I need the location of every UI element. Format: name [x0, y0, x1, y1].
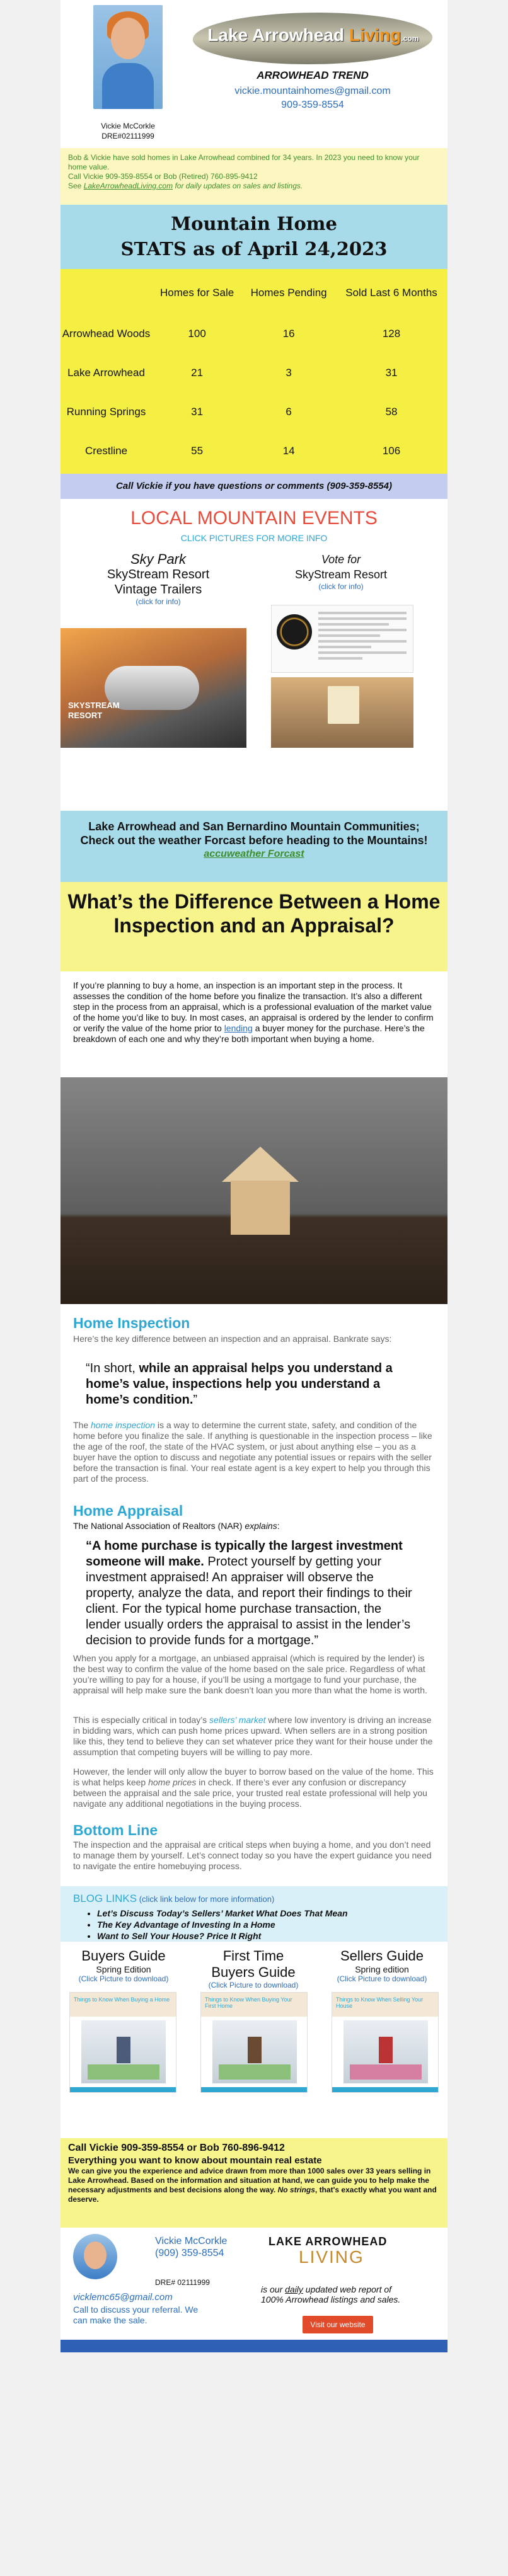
- table-row: Crestline 55 14 106: [84, 445, 401, 457]
- table-row: Arrowhead Woods 100 16 128: [62, 328, 401, 340]
- local-events: [61, 499, 447, 811]
- lending-link[interactable]: lending: [224, 1023, 253, 1033]
- wooden-house-image: [61, 1077, 447, 1304]
- skystream-trailer-image[interactable]: SKYSTREAM RESORT: [61, 628, 246, 748]
- sellers-guide: Sellers Guide Spring edition (Click Picture to download): [325, 1948, 439, 1983]
- blog-heading: BLOG LINKS: [73, 1892, 137, 1904]
- call-text: We can give you the experience and advice drawn from more than 1000 sales over 33 years selling in Lake Arrowhead. Based on the information and situation at hand, we can guide you to help make the necessary adjustments and best decisions along the way. No strings, that's exactly what you want and deserve.: [68, 2167, 437, 2204]
- blog-link-1[interactable]: • Let’s Discuss Today’s Sellers’ Market What Does That Mean: [97, 1908, 348, 1919]
- home-inspection-heading: Home Inspection: [73, 1315, 190, 1331]
- footer-phone-link[interactable]: (909) 359-8554: [155, 2248, 224, 2258]
- intro-line-1: Bob & Vickie have sold homes in Lake Arrowhead combined for 34 years. In 2023 you need to know your home value.: [68, 153, 420, 171]
- footer-agent-photo: [73, 2234, 117, 2279]
- inspection-quote: “In short, while an appraisal helps you understand a home’s value, inspections help you understand a home’s condition.”: [86, 1361, 393, 1407]
- appraisal-paragraph-3: However, the lender will only allow the buyer to borrow based on the value of the home. This is what helps keep home prices in check. If there’s ever any confusion or discrepancy between the appraisal and the sale price, your trusted real estate professional will help you navigate any additional negotiations in the buying process.: [73, 1766, 434, 1809]
- footer-name: Vickie McCorkle: [155, 2236, 228, 2247]
- article: [61, 971, 447, 2138]
- table-row: Lake Arrowhead 21 3 31: [67, 367, 398, 379]
- footer-report-text: is our daily updated web report of 100% Arrowhead listings and sales.: [261, 2284, 401, 2304]
- stats-table-box: [61, 269, 447, 474]
- first-time-buyers-guide: First Time Buyers Guide (Click Picture to download): [197, 1948, 310, 1989]
- col-homes-pending: Homes Pending: [250, 287, 327, 299]
- blog-link-3[interactable]: • Want to Sell Your House? Price It Right: [97, 1930, 348, 1942]
- call-subhead: Everything you want to know about mountain real estate: [68, 2155, 322, 2166]
- home-inspection-link[interactable]: home inspection: [91, 1420, 155, 1430]
- buyers-guide-cover[interactable]: Things to Know When Buying a Home: [69, 1992, 176, 2093]
- sellers-market-link[interactable]: sellers’ market: [209, 1715, 266, 1725]
- bottom-line-heading: Bottom Line: [73, 1822, 158, 1838]
- footer-email-link[interactable]: vicklemc65@gmail.com: [73, 2292, 173, 2303]
- event-vote-info-link[interactable]: (click for info): [318, 582, 364, 591]
- col-homes-for-sale: Homes for Sale: [160, 287, 234, 299]
- guides: [61, 1942, 447, 2138]
- blog-link-2[interactable]: • The Key Advantage of Investing In a Home: [97, 1919, 348, 1930]
- col-sold-last-6: Sold Last 6 Months: [345, 287, 437, 299]
- logo-accent: Living: [349, 25, 401, 45]
- footer: [61, 2228, 447, 2340]
- inspection-intro: Here’s the key difference between an inspection and an appraisal. Bankrate says:: [73, 1334, 392, 1344]
- agent-name: Vickie McCorkle: [101, 122, 155, 130]
- event-skypark: Sky Park SkyStream Resort Vintage Trailers (click for info): [73, 552, 243, 606]
- first-time-guide-download[interactable]: (Click Picture to download): [208, 1981, 299, 1989]
- first-time-guide-cover[interactable]: Things to Know When Buying Your First Home: [200, 1992, 308, 2093]
- appraisal-paragraph-2: This is especially critical in today’s sellers’ market where low inventory is driving an increase in bidding wars, which can push home prices upward. When sellers are in a strong position like this, they tend to believe they can set whatever price they want for their house under the assumption that competing buyers will be willing to pay more.: [73, 1715, 433, 1757]
- table-row: Running Springs 31 6 58: [66, 406, 398, 418]
- award-badge-icon: [277, 614, 312, 650]
- header: [61, 0, 447, 148]
- intro-line-3: See LakeArrowheadLiving.com for daily updates on sales and listings.: [68, 181, 303, 190]
- buyers-guide: Buyers Guide Spring Edition (Click Picture to download): [67, 1948, 180, 1983]
- vote-skystream-image[interactable]: [271, 605, 413, 673]
- intro-box: [61, 148, 447, 205]
- home-appraisal-heading: Home Appraisal: [73, 1503, 183, 1519]
- footer-dre: DRE# 02111999: [155, 2278, 210, 2287]
- buyers-guide-download[interactable]: (Click Picture to download): [78, 1974, 169, 1983]
- footer-contact: [155, 2235, 227, 2259]
- article-title: What’s the Difference Between a Home Inspection and an Appraisal?: [61, 882, 447, 971]
- sellers-guide-download[interactable]: (Click Picture to download): [337, 1974, 427, 1983]
- agent-photo: [93, 5, 163, 109]
- blog-hint: (click link below for more information): [137, 1894, 275, 1904]
- agent-caption: [93, 121, 163, 141]
- visit-website-button[interactable]: Visit our website: [303, 2316, 373, 2333]
- sellers-guide-cover[interactable]: Things to Know When Selling Your House: [332, 1992, 439, 2093]
- appraisal-quote: “A home purchase is typically the largest investment someone will make. Protect yourself by getting your investment appraised! An appraiser will observe the property, analyze the data, and report their findings to their client. For the typical home purchase transaction, the lender usually orders the appraisal to assist in the lender’s decision to provide funds for a mortgage.”: [86, 1539, 412, 1647]
- website-link[interactable]: LakeArrowheadLiving.com: [83, 181, 173, 190]
- call-box: [61, 2138, 447, 2228]
- site-logo[interactable]: Lake Arrowhead Living.com: [188, 13, 437, 64]
- newsletter-title: ARROWHEAD TREND: [257, 69, 369, 81]
- article-intro: If you’re planning to buy a home, an inspection is an important step in the process. It assesses the condition of the home before you finalize the transaction. It’s also a different step in the process from an appraisal, which is a professional evaluation of the market value of the home you’d like to buy. In most cases, an appraisal is ordered by the lender to confirm or verify the value of the home prior to lending a buyer money for the purchase. Here’s the breakdown of each one and why they’re both important when buying a home.: [73, 980, 434, 1044]
- logo-domain: .com: [401, 34, 419, 43]
- events-heading: LOCAL MOUNTAIN EVENTS: [130, 508, 378, 529]
- appraisal-intro: The National Association of Realtors (NAR) explains:: [73, 1521, 280, 1531]
- newsletter: [61, 0, 447, 2352]
- call-phones: Call Vickie 909-359-8554 or Bob 760-896-9412: [68, 2143, 285, 2153]
- events-subheading: CLICK PICTURES FOR MORE INFO: [180, 533, 328, 543]
- resort-interior-image[interactable]: [271, 677, 413, 748]
- weather-box: [61, 811, 447, 882]
- event-vote: Vote for SkyStream Resort (click for info): [268, 552, 413, 591]
- agent-dre: DRE#02111999: [101, 132, 154, 140]
- stats-header-row: [61, 272, 447, 314]
- bottom-line-paragraph: The inspection and the appraisal are critical steps when buying a home, and you don’t need to manage them by yourself. Let’s connect today so you have the expert guidance you need to navigate the entire homebuying process.: [73, 1840, 432, 1871]
- appraisal-paragraph-1: When you apply for a mortgage, an unbiased appraisal (which is required by the lender) is the best way to confirm the value of the home based on the sale price. Regardless of what you’re willing to pay for a house, if you’ll be using a mortgage to fund your purchase, the appraisal will help make sure the bank doesn’t loan you more than what the home is worth.: [73, 1653, 427, 1695]
- bottom-bar: [61, 2340, 447, 2352]
- header-email-link[interactable]: vickie.mountainhomes@gmail.com: [234, 86, 391, 96]
- footer-referral-cta: Call to discuss your referral. We can make the sale.: [73, 2304, 199, 2325]
- intro-line-2: Call Vickie 909-359-8554 or Bob (Retired) 760-895-9412: [68, 172, 258, 181]
- event-skypark-info-link[interactable]: (click for info): [136, 597, 181, 606]
- weather-text: Lake Arrowhead and San Bernardino Mountain Communities; Check out the weather Forcast before heading to the Mountains!: [80, 820, 428, 847]
- stats-call-bar: Call Vickie if you have questions or comments (909-359-8554): [61, 474, 447, 499]
- stats-title: Mountain Home STATS as of April 24,2023: [61, 205, 447, 269]
- inspection-paragraph: The home inspection is a way to determine the current state, safety, and condition of the home before you finalize the sale. If anything is questionable in the inspection process – like the age of the roof, the state of the HVAC system, or just about anything else – you as a buyer have the option to discuss and negotiate any potential issues or repairs with the seller before the transaction is final. Your real estate agent is a key expert to help you through this part of the process.: [73, 1420, 432, 1484]
- stats-table: [61, 272, 447, 471]
- footer-logo[interactable]: LAKE ARROWHEAD LIVING: [268, 2235, 388, 2267]
- accuweather-link[interactable]: accuweather Forcast: [204, 849, 304, 859]
- header-phone-link[interactable]: 909-359-8554: [281, 100, 344, 110]
